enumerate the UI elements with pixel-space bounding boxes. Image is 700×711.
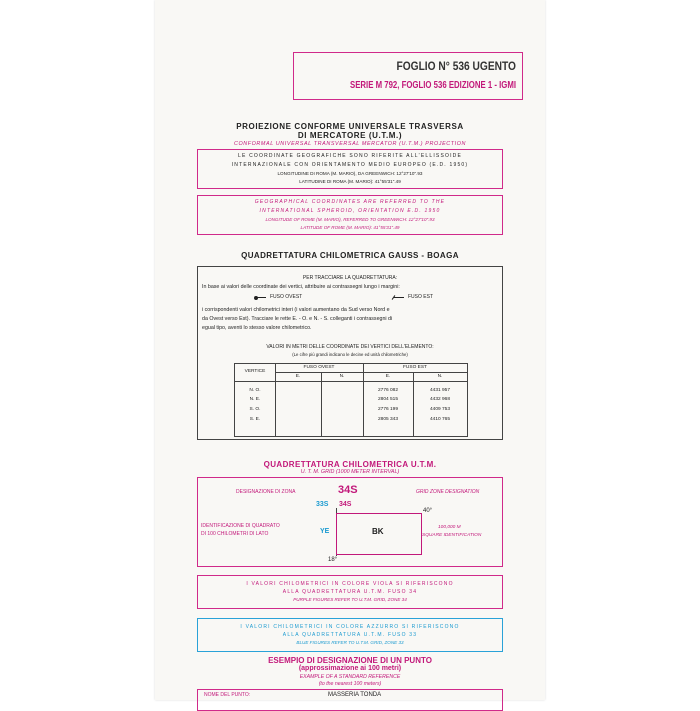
- vt-row-4-n: 4410 765: [429, 417, 450, 422]
- square-id-it-2: DI 100 CHILOMETRI DI LATO: [201, 531, 269, 537]
- vt-row-3-n: 4409 753: [429, 407, 450, 412]
- vt-row-4-e: 2805 343: [377, 417, 398, 422]
- projection-title-it-2: DI MERCATORE (U.T.M.): [297, 131, 403, 140]
- projection-en-line-2: INTERNATIONAL SPHEROID, ORIENTATION E.D. 1950: [259, 208, 441, 214]
- vt-header-ovest-n: N.: [339, 374, 345, 379]
- utm-title: QUADRETTATURA CHILOMETRICA U.T.M.: [263, 460, 437, 469]
- vt-row-1-n: 4431 957: [429, 388, 450, 393]
- gauss-title: QUADRETTATURA CHILOMETRICA GAUSS - BOAGA: [241, 251, 459, 260]
- vt-header-est-n: N.: [437, 374, 443, 379]
- sheet-series: SERIE M 792, FOGLIO 536 EDIZIONE 1 - IGMI: [349, 80, 516, 91]
- gauss-intro: PER TRACCIARE LA QUADRETTATURA:: [302, 275, 398, 281]
- projection-en-line-3: LONGITUDE OF ROME (M. MARIO), REFERRED TO GREENWICH: 12°27'10".93: [265, 217, 435, 222]
- gauss-box: [197, 266, 503, 440]
- vt-row-1-vertex: N. O.: [249, 388, 261, 393]
- zone-33s-label: 33S: [316, 501, 329, 508]
- vt-row-4-vertex: S. E.: [249, 417, 261, 422]
- purple-note-en: PURPLE FIGURES REFER TO U.T.M. GRID, ZONE 34: [293, 597, 407, 602]
- lon-18-label: 18°: [328, 557, 338, 563]
- blue-note-it-2: ALLA QUADRETTATURA U.T.M. FUSO 33: [282, 632, 418, 638]
- projection-en-line-1: GEOGRAPHICAL COORDINATES ARE REFERRED TO THE: [254, 199, 446, 205]
- projection-title-en: CONFORMAL UNIVERSAL TRANSVERSAL MERCATOR (U.T.M.) PROJECTION: [233, 141, 467, 147]
- vt-row-1-e: 2776 082: [377, 388, 398, 393]
- fuso-ovest-marker: [256, 297, 266, 298]
- gauss-para-1: i corrispondenti valori chilometrici interi (i valori aumentano da Sud verso Nord e: [202, 307, 390, 313]
- vt-header-est: FUSO EST: [403, 365, 427, 370]
- zone-value: 34S: [338, 484, 358, 496]
- utm-subtitle: U. T. M. GRID (1000 METER INTERVAL): [300, 469, 400, 475]
- projection-box-en: [197, 195, 503, 235]
- example-en-1: EXAMPLE OF A STANDARD REFERENCE: [299, 674, 401, 680]
- gauss-values-subtitle: (Le cifre più grandi indicano le decine ed unità chilometriche): [292, 352, 408, 357]
- gauss-para-2: da Ovest verso Est). Tracciare le rette E. - O. e N. - S. colleganti i contrassegni di: [202, 316, 393, 322]
- square-id-en-1: 100,000 M: [438, 525, 461, 530]
- blue-note-box: [197, 618, 503, 652]
- blue-note-it-1: I VALORI CHILOMETRICI IN COLORE AZZURRO SI RIFERISCONO: [240, 624, 460, 630]
- vt-header-ovest-e: E.: [295, 374, 301, 379]
- gauss-line-1: In base ai valori delle coordinate dei vertici, attribuire ai contrassegni lungo i margini:: [202, 284, 400, 290]
- gauss-values-title: VALORI IN METRI DELLE COORDINATE DEI VERTICI DELL'ELEMENTO:: [266, 344, 434, 350]
- gauss-para-3: egual tipo, aventi lo stesso valore chilometrico.: [202, 325, 312, 331]
- purple-note-box: [197, 575, 503, 609]
- projection-en-line-4: LATITUDE OF ROME (M. MARIO): 41°55'31".49: [300, 225, 400, 230]
- example-name-value: MASSERIA TONDA: [328, 692, 382, 698]
- vt-row-2-e: 2804 515: [377, 397, 398, 402]
- vt-header-vertice: VERTICE: [244, 369, 266, 374]
- vt-row-3-vertex: S. O.: [249, 407, 261, 412]
- purple-note-it-2: ALLA QUADRETTATURA U.T.M. FUSO 34: [282, 589, 418, 595]
- purple-note-it-1: I VALORI CHILOMETRICI IN COLORE VIOLA SI RIFERISCONO: [246, 581, 454, 587]
- vt-header-est-e: E.: [385, 374, 391, 379]
- utm-box: [197, 477, 503, 567]
- square-id-en-2: SQUARE IDENTIFICATION: [422, 533, 482, 538]
- projection-it-line-2: INTERNAZIONALE CON ORIENTAMENTO MEDIO EUROPEO (E.D. 1950): [231, 162, 469, 168]
- fuso-ovest-label: FUSO OVEST: [270, 294, 303, 300]
- projection-it-line-4: LATITUDINE DI ROMA (M. MARIO): 41°55'31".49: [299, 179, 401, 184]
- projection-title-it-1: PROIEZIONE CONFORME UNIVERSALE TRASVERSA: [236, 122, 464, 131]
- vt-body-line: [235, 381, 467, 382]
- vt-row-3-e: 2776 199: [377, 407, 398, 412]
- example-en-2: (to the nearest 100 meters): [318, 681, 382, 687]
- sheet-title: FOGLIO N° 536 UGENTO: [396, 59, 516, 73]
- zone-label: DESIGNAZIONE DI ZONA: [236, 489, 296, 495]
- vertex-table: [234, 363, 468, 437]
- projection-box-it: [197, 149, 503, 189]
- lat-40-label: 40°: [423, 508, 433, 514]
- map-legend-sheet: [155, 0, 545, 700]
- zone-label-en: GRID ZONE DESIGNATION: [416, 489, 480, 495]
- bk-label: BK: [372, 527, 384, 536]
- vt-row-2-vertex: N. E.: [249, 397, 261, 402]
- fuso-est-tick-icon: [392, 295, 396, 300]
- projection-it-line-1: LE COORDINATE GEOGRAFICHE SONO RIFERITE ALL'ELLISSOIDE: [237, 153, 463, 159]
- fuso-ovest-dot-icon: [254, 296, 258, 300]
- fuso-est-label: FUSO EST: [408, 294, 434, 300]
- example-title-1: ESEMPIO DI DESIGNAZIONE DI UN PUNTO: [268, 656, 432, 665]
- fuso-est-marker: [394, 297, 404, 298]
- zone-34s-label: 34S: [339, 501, 352, 508]
- square-id-it-1: IDENTIFICAZIONE DI QUADRATO: [201, 523, 280, 529]
- sheet-title-box: [293, 52, 523, 100]
- ye-label: YE: [320, 528, 330, 535]
- vt-header-line: [275, 372, 467, 373]
- vt-header-ovest: FUSO OVEST: [303, 365, 335, 370]
- example-box: [197, 689, 503, 711]
- vt-row-2-n: 4432 968: [429, 397, 450, 402]
- example-name-label: NOME DEL PUNTO:: [204, 692, 251, 698]
- projection-it-line-3: LONGITUDINE DI ROMA (M. MARIO), DA GREENWICH: 12°27'10".93: [277, 171, 423, 176]
- example-title-2: (approssimazione ai 100 metri): [298, 665, 402, 672]
- blue-note-en: BLUE FIGURES REFER TO U.T.M. GRID, ZONE 33: [296, 640, 404, 645]
